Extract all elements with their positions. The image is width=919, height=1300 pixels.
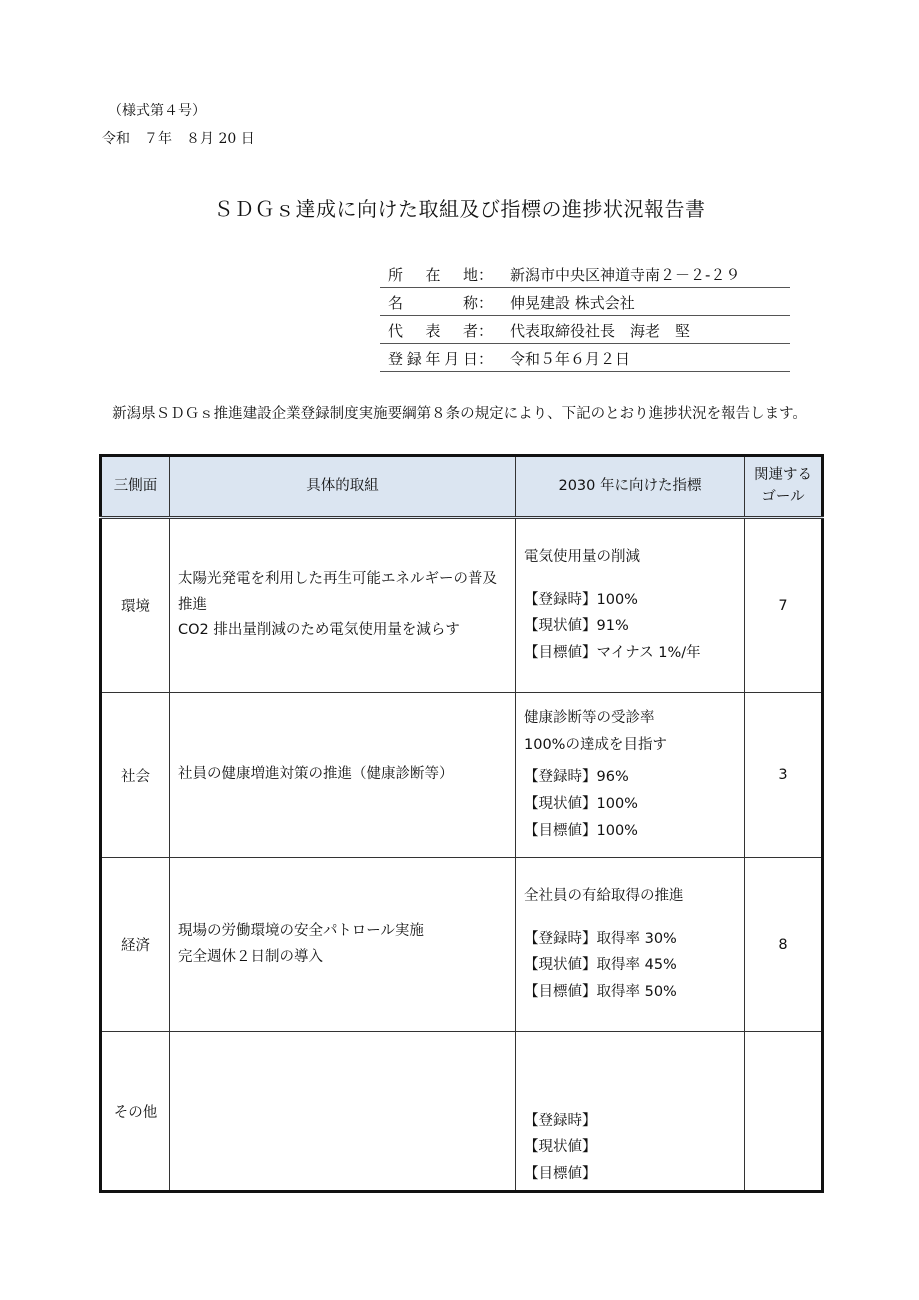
goal-cell: 8 <box>745 858 823 1032</box>
header-goal-line2: ゴール <box>761 488 805 505</box>
activity-line: 推進 <box>178 596 207 613</box>
indicator-value: 【現状値】 <box>524 1139 597 1156</box>
indicator-value: 【目標値】 <box>524 1166 597 1183</box>
org-value: 代表取締役社長 海老 堅 <box>510 322 691 340</box>
activity-cell <box>170 518 516 693</box>
progress-table <box>99 454 824 1193</box>
activity-line: 完全週休２日制の導入 <box>178 948 323 965</box>
side-cell: 社会 <box>101 693 170 858</box>
indicator-value: 【現状値】91% <box>524 618 629 635</box>
org-row-representative <box>380 316 790 344</box>
indicator-title: 全社員の有給取得の推進 <box>524 887 684 904</box>
org-label: 名称 <box>388 294 478 312</box>
goal-cell: 3 <box>745 693 823 858</box>
org-row-name <box>380 288 790 316</box>
org-value: 令和５年６月２日 <box>510 350 631 368</box>
document-title: ＳＤＧｓ達成に向けた取組及び指標の進捗状況報告書 <box>213 197 706 221</box>
indicator-value: 【現状値】100% <box>524 796 638 813</box>
org-value: 新潟市中央区神道寺南２－２-２９ <box>510 266 741 284</box>
header-side: 三側面 <box>101 456 170 518</box>
side-cell: その他 <box>101 1032 170 1192</box>
header-indicator: 2030 年に向けた指標 <box>516 456 745 518</box>
goal-cell <box>745 1032 823 1192</box>
org-label: 所在地 <box>388 266 478 284</box>
org-row-address <box>380 260 790 288</box>
activity-line: 現場の労働環境の安全パトロール実施 <box>178 923 424 940</box>
side-cell: 経済 <box>101 858 170 1032</box>
intro-text: 新潟県ＳＤＧｓ推進建設企業登録制度実施要綱第８条の規定により、下記のとおり進捗状況を報告します。 <box>112 406 807 422</box>
side-cell: 環境 <box>101 518 170 693</box>
org-label: 登録年月日 <box>388 350 478 368</box>
table-header-row <box>101 456 823 518</box>
activity-cell <box>170 858 516 1032</box>
org-label: 代表者 <box>388 322 478 340</box>
org-colon: ： <box>478 322 494 340</box>
header-goal-line1: 関連する <box>754 466 812 483</box>
report-date: 令和 ７年 ８月 20 日 <box>102 131 255 147</box>
activity-line: 太陽光発電を利用した再生可能エネルギーの普及 <box>178 571 497 588</box>
indicator-title: 健康診断等の受診率 <box>524 710 655 727</box>
indicator-value: 【現状値】取得率 45% <box>524 957 677 974</box>
org-colon: ： <box>478 350 494 368</box>
activity-line: 社員の健康増進対策の推進（健康診断等） <box>178 766 454 783</box>
indicator-value: 【目標値】マイナス 1%/年 <box>524 645 701 662</box>
indicator-value: 【登録時】取得率 30% <box>524 930 677 947</box>
header-activity: 具体的取組 <box>170 456 516 518</box>
indicator-value: 【目標値】100% <box>524 823 638 840</box>
org-colon: ： <box>478 294 494 312</box>
org-colon: ： <box>478 266 494 284</box>
table-row <box>101 858 823 1032</box>
indicator-value: 【目標値】取得率 50% <box>524 984 677 1001</box>
indicator-cell <box>516 1032 745 1192</box>
activity-cell <box>170 693 516 858</box>
activity-line: CO2 排出量削減のため電気使用量を減らす <box>178 622 460 639</box>
org-value: 伸晃建設 株式会社 <box>510 294 635 312</box>
indicator-value: 【登録時】96% <box>524 769 629 786</box>
activity-cell <box>170 1032 516 1192</box>
indicator-cell <box>516 518 745 693</box>
indicator-value: 【登録時】 <box>524 1112 597 1129</box>
indicator-cell <box>516 858 745 1032</box>
form-number: （様式第４号） <box>108 103 206 119</box>
indicator-value: 【登録時】100% <box>524 591 638 608</box>
indicator-cell <box>516 693 745 858</box>
org-row-registration-date <box>380 344 790 372</box>
goal-cell: 7 <box>745 518 823 693</box>
indicator-title: 電気使用量の削減 <box>524 548 640 565</box>
indicator-title: 100%の達成を目指す <box>524 736 667 753</box>
table-row <box>101 1032 823 1192</box>
table-row <box>101 518 823 693</box>
table-row <box>101 693 823 858</box>
header-goal <box>745 456 823 518</box>
